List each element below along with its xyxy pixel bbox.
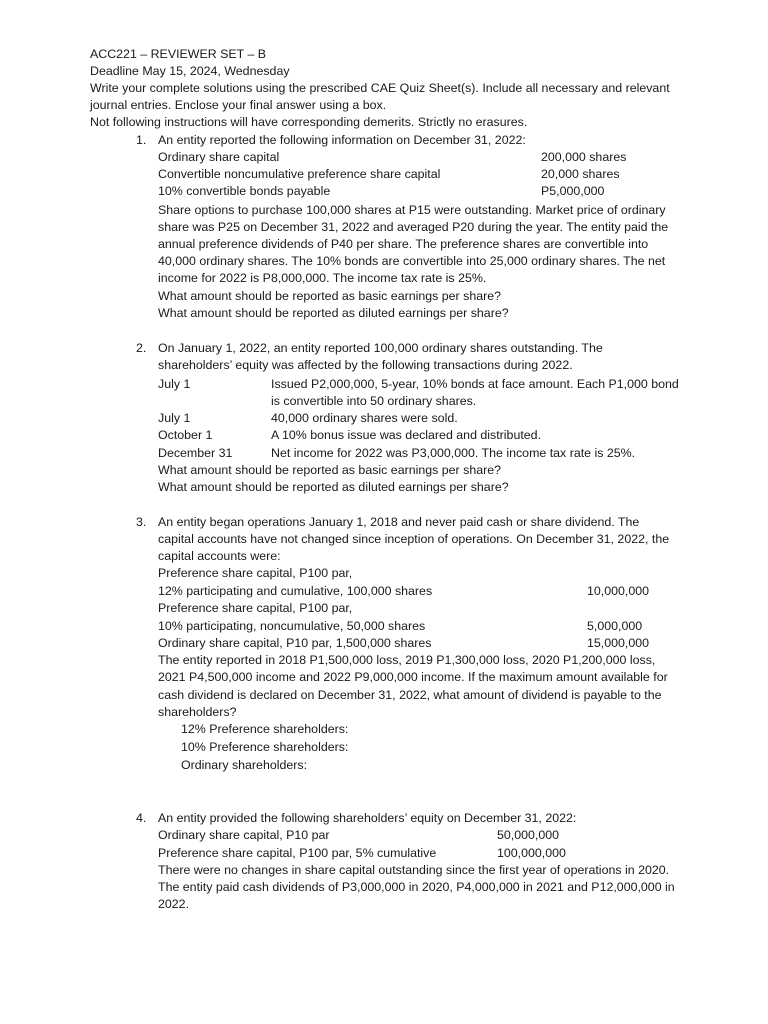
instruction-line: Write your complete solutions using the prescribed CAE Quiz Sheet(s). Include all necessary and relevant <box>90 81 670 95</box>
paragraph-line: capital accounts have not changed since inception of operations. On December 31, 2022, the <box>158 532 670 546</box>
paragraph-line: An entity began operations January 1, 2018 and never paid cash or share dividend. The <box>158 515 640 529</box>
account-value: 10,000,000 <box>587 584 650 598</box>
item-label: Preference share capital, P100 par, 5% cumulative <box>158 846 437 860</box>
question-number: 4. <box>136 811 147 825</box>
paragraph-line: cash dividend is declared on December 31, 2022, what amount of dividend is payable to the <box>158 688 662 702</box>
deadline-text: Deadline May 15, 2024, Wednesday <box>90 64 290 78</box>
item-label: Convertible noncumulative preference share capital <box>158 167 441 181</box>
event-date: October 1 <box>158 428 213 442</box>
event-text: A 10% bonus issue was declared and distributed. <box>271 428 542 442</box>
account-value: 15,000,000 <box>587 636 650 650</box>
item-value: P5,000,000 <box>541 184 605 198</box>
account-label: 12% participating and cumulative, 100,000 shares <box>158 584 433 598</box>
question-line: What amount should be reported as basic earnings per share? <box>158 463 502 477</box>
account-value: 5,000,000 <box>587 619 643 633</box>
question-number: 2. <box>136 341 147 355</box>
paragraph-line: 2021 P4,500,000 income and 2022 P9,000,000 income. If the maximum amount available for <box>158 670 668 684</box>
paragraph-line: The entity paid cash dividends of P3,000,000 in 2020, P4,000,000 in 2021 and P12,000,000 in <box>158 880 675 894</box>
item-value: 200,000 shares <box>541 150 627 164</box>
question-intro: shareholders’ equity was affected by the following transactions during 2022. <box>158 358 573 372</box>
account-label: Preference share capital, P100 par, <box>158 566 353 580</box>
event-date: July 1 <box>158 411 191 425</box>
paragraph-line: shareholders? <box>158 705 237 719</box>
paragraph-line: 2022. <box>158 897 190 911</box>
question-line: What amount should be reported as diluted earnings per share? <box>158 306 509 320</box>
account-label: Ordinary share capital, P10 par, 1,500,000 shares <box>158 636 432 650</box>
paragraph-line: Share options to purchase 100,000 shares at P15 were outstanding. Market price of ordinary <box>158 203 666 217</box>
paragraph-line: The entity reported in 2018 P1,500,000 loss, 2019 P1,300,000 loss, 2020 P1,200,000 loss, <box>158 653 656 667</box>
question-intro: On January 1, 2022, an entity reported 100,000 ordinary shares outstanding. The <box>158 341 603 355</box>
event-text: 40,000 ordinary shares were sold. <box>271 411 458 425</box>
question-number: 3. <box>136 515 147 529</box>
answer-line: 10% Preference shareholders: <box>181 740 349 754</box>
paragraph-line: capital accounts were: <box>158 549 281 563</box>
event-text: Issued P2,000,000, 5-year, 10% bonds at face amount. Each P1,000 bond <box>271 377 679 391</box>
question-number: 1. <box>136 133 147 147</box>
instruction-line: Not following instructions will have corresponding demerits. Strictly no erasures. <box>90 115 528 129</box>
item-value: 100,000,000 <box>497 846 566 860</box>
instruction-line: journal entries. Enclose your final answer using a box. <box>90 98 387 112</box>
account-label: Preference share capital, P100 par, <box>158 601 353 615</box>
question-intro: An entity provided the following shareholders’ equity on December 31, 2022: <box>158 811 577 825</box>
item-label: Ordinary share capital, P10 par <box>158 828 330 842</box>
account-label: 10% participating, noncumulative, 50,000 shares <box>158 619 426 633</box>
item-label: Ordinary share capital <box>158 150 280 164</box>
question-intro: An entity reported the following information on December 31, 2022: <box>158 133 526 147</box>
item-value: 20,000 shares <box>541 167 620 181</box>
event-text: Net income for 2022 was P3,000,000. The income tax rate is 25%. <box>271 446 636 460</box>
item-value: 50,000,000 <box>497 828 560 842</box>
paragraph-line: annual preference dividends of P40 per share. The preference shares are convertible into <box>158 237 649 251</box>
question-line: What amount should be reported as diluted earnings per share? <box>158 480 509 494</box>
event-date: July 1 <box>158 377 191 391</box>
item-label: 10% convertible bonds payable <box>158 184 331 198</box>
paragraph-line: income for 2022 is P8,000,000. The income tax rate is 25%. <box>158 271 487 285</box>
event-date: December 31 <box>158 446 233 460</box>
paragraph-line: share was P25 on December 31, 2022 and averaged P20 during the year. The entity paid the <box>158 220 669 234</box>
answer-line: Ordinary shareholders: <box>181 758 308 772</box>
paragraph-line: 40,000 ordinary shares. The 10% bonds are convertible into 25,000 ordinary shares. The net <box>158 254 666 268</box>
document-title: ACC221 – REVIEWER SET – B <box>90 47 267 61</box>
paragraph-line: There were no changes in share capital outstanding since the first year of operations in 2020. <box>158 863 670 877</box>
question-line: What amount should be reported as basic earnings per share? <box>158 289 502 303</box>
event-text: is convertible into 50 ordinary shares. <box>271 394 477 408</box>
answer-line: 12% Preference shareholders: <box>181 722 349 736</box>
